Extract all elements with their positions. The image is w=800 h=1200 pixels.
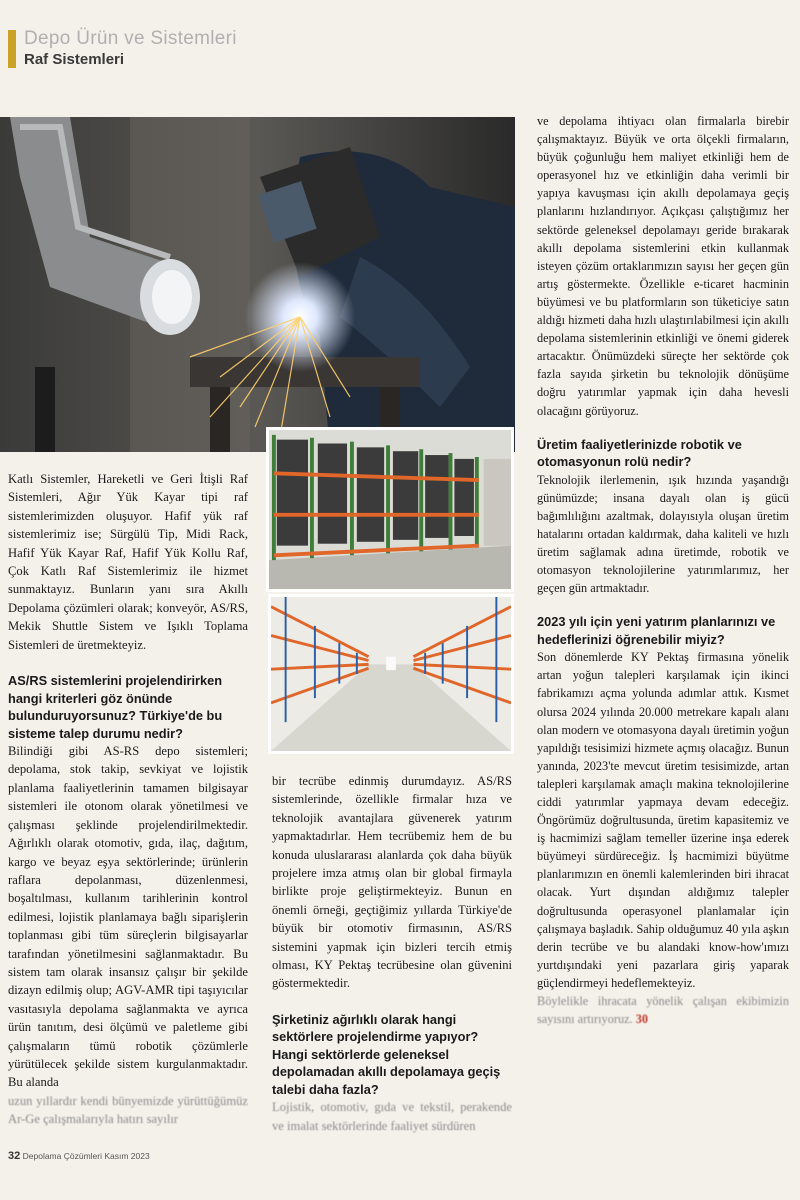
article-end-mark: 30 [635, 1012, 648, 1027]
welding-photo [0, 117, 515, 452]
column-right [537, 112, 789, 1028]
column-left [8, 470, 248, 1129]
question-investment: 2023 yılı için yeni yatırım planlarınızı ve hedeflerinizi öğrenebilir miyiz? [537, 614, 776, 647]
section-subtitle: Raf Sistemleri [24, 51, 125, 68]
tire-rack-photo [266, 427, 514, 592]
page-footer [8, 1150, 150, 1162]
answer-investment-faded [537, 992, 789, 1028]
intro-paragraph: Katlı Sistemler, Hareketli ve Geri İtişli Raf Sistemleri, Ağır Yük Kayar tipi raf sistemlerimizden oluşuyor. Hafif yük raf sistemlerimiz ise; Sürgülü Tip, Midi Rack, Hafif Yük Kayar Raf, Hafif Yük Kollu Raf, Çok Katlı Raf Sistemlerimiz ile hizmet sunmaktayız. Bunların yanı sıra Akıllı Depolama çözümleri olarak; konveyör, AS/RS, Mekik Shuttle Sistem ve Işıklı Toplama Sistemleri de üretmekteyiz. [8, 472, 248, 652]
publication-name: Depolama Çözümleri Kasım 2023 [22, 1151, 150, 1161]
question-sectors: Şirketiniz ağırlıklı olarak hangi sektörlere projelendirme yapıyor? Hangi sektörlerde geleneksel depolamadan akıllı depolamaya geçiş talebi daha fazla? [272, 1011, 501, 1097]
answer-sectors-faded: Lojistik, otomotiv, gıda ve tekstil, perakende ve imalat sektörlerinde faaliyet sürdüren [272, 1100, 512, 1133]
answer-robotics: Teknolojik ilerlemenin, ışık hızında yaşandığı günümüzde; insana dayalı olan iş gücü bağımlılığını azaltmak, dolayısıyla oluşan üretim hatalarını ortadan kaldırmak, daha kaliteli ve hızlı üretim sağlamak adına üretimde, robotik ve otomasyon teknolojilerine yatırımlarımız, her geçen gün artmaktadır. [537, 472, 789, 596]
section-title: Depo Ürün ve Sistemleri [24, 28, 237, 49]
warehouse-aisle-photo [268, 594, 514, 754]
answer-asrs: Bilindiği gibi AS-RS depo sistemleri; depolama, stok takip, sevkiyat ve lojistik planlama faaliyetlerinin tamamen bilgisayar sistemleri ile otonom olarak yönetilmesi ve çalışması şeklinde projelendirilmektedir. Ağırlıklı olarak otomotiv, gıda, ilaç, dağıtım, kargo ve beyaz eşya sektörlerinde; ürünlerin raflara depolanması, düzenlenmesi, boşaltılması, kullanım tarihlerinin kontrol edilmesi, lojistik planlamaya bağlı siparişlerin toplanması gibi tüm süreçlerin bilgisayarlar tarafından yönetilmesini sağlanmaktadır. Bu sistem tam olarak insansız çalışır bir şekilde dizayn edilmiş olup; AGV-AMR tipi taşıyıcılar vasıtasıyla depolama sağlanmakta ve ayrıca ürün tanıtım, desi ölçümü ve paletleme gibi çalışmaların tümü robotik çözümlerle yürütülecek şekilde sistem kurgulanmaktadır. Bu alanda [8, 744, 248, 1090]
column-middle [272, 772, 512, 1135]
answer-asrs-faded: uzun yıllardır kendi bünyemizde yürüttüğümüz Ar-Ge çalışmalarıyla hatırı sayılır [8, 1093, 248, 1127]
page-number: 32 [8, 1150, 21, 1162]
answer-sectors-continued: ve depolama ihtiyacı olan firmalarla birebir çalışmaktayız. Büyük ve orta ölçekli firmaların, büyük çoğunluğu hem maliyet etkinliği hem de operasyonel hız ve etkinliğin daha verimli bir yapıya kavuşması için akıllı depolamaya geçiş planlarını hızlandırıyor. Açıkçası çalıştığımız her sektörde geleneksel depolamayı geride bırakarak akıllı depolama sistemlerini etkin kullanmak isteyen çözüm ortaklarımızın sayısı her geçen gün artış göstermekte. Özellikle e-ticaret hacminin büyümesi ve bu platformların son tüketiciye satın aldığı hizmeti daha hızlı ulaştırılabilmesi için akıllı depolama sistemlerinin etkinliği ve önemi giderek artacaktır. Önümüzdeki süreçte her sektörde çok fazla sayıda şirketin bu teknolojik dönüşüme doğru yatırımlar yapmak için daha hevesli olacağını görüyoruz. [537, 114, 789, 418]
answer-investment: Son dönemlerde KY Pektaş firmasına yönelik artan yoğun talepleri karşılamak için ikinci fabrikamızı açma yolunda adımlar attık. Kısmet olursa 2024 yılında 20.000 metrekare kapalı alanı olan modern ve otomasyona dayalı üretimin yoğun yapıldığı tesisimizi hizmete açmış olacağız. Bunun yanında, 2023'te mevcut üretim tesisimizde, artan talepleri karşılamak amaçlı makina teknolojilerine ciddi yatırımlar yapmaya devam edeceğiz. Öngörümüz doğrultusunda, üretim kapasitemiz ve iş hacmimizi sağlam temeller üzerine inşa ederek büyümeyi sürdüreceğiz. İş hacmimizi büyütme planlarımızın en önemli kalemlerinden biri ihracat olacak. Yurt dışından aldığımız talepler doğrultusunda operasyonel planlamalar için çalışmaya başladık. Sahip olduğumuz 40 yıla aşkın derin tecrübe ve bu alandaki know-how'ımızı yurtdışındaki yeni pazarlara giriş yaparak güçlendirmeyi hedeflemekteyiz. [537, 650, 789, 990]
question-robotics: Üretim faaliyetlerinizde robotik ve otomasyonun rolü nedir? [537, 436, 742, 470]
answer-asrs-continued: bir tecrübe edinmiş durumdayız. AS/RS sistemlerinde, özellikle firmalar hıza ve teknolojik avantajlara güvenerek yatırım yapmaktadırlar. Hem tecrübemiz hem de bu konuda uluslararası alanlarda çok daha büyük projelere imza atmış olan bir global firmayla birlikte proje geliştirmekteyiz. Bunun en önemli örneği, geçtiğimiz yıllarda Türkiye'de büyük bir otomotiv firmasının, AS/RS sistemini yapmak için bizleri tercih etmiş olması, KY Pektaş tecrübesine olan güvenini göstermektedir. [272, 774, 512, 991]
answer-investment-faded-text: Böylelikle ihracata yönelik çalışan ekibimizin sayısını artırıyoruz. [537, 994, 789, 1027]
header-accent-bar [8, 30, 16, 68]
question-asrs: AS/RS sistemlerini projelendirirken hangi kriterleri göz önünde bulunduruyorsunuz? Türkiye'de bu sisteme talep durumu nedir? [8, 673, 223, 741]
